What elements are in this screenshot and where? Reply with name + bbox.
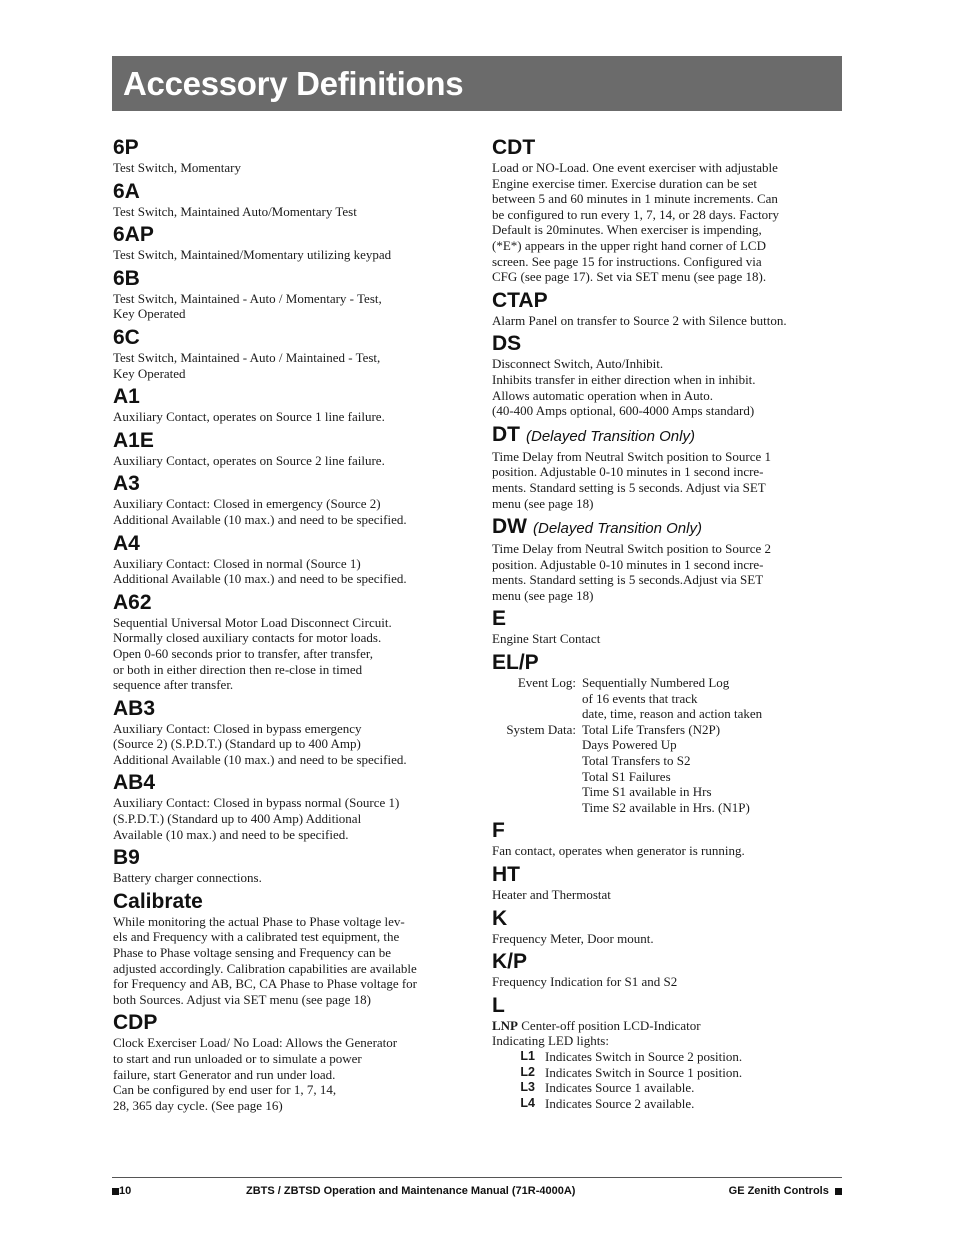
definition-entry bbox=[113, 890, 468, 1008]
definition-description bbox=[113, 615, 468, 693]
description-line: els and Frequency with a calibrated test equipment, the bbox=[113, 929, 400, 945]
description-line: Allows automatic operation when in Auto. bbox=[492, 387, 713, 403]
description-line: Frequency Meter, Door mount. bbox=[492, 930, 654, 946]
definition-code: K bbox=[492, 906, 508, 930]
description-line: Can be configured by end user for 1, 7, 14, bbox=[113, 1082, 337, 1098]
description-line: Engine Start Contact bbox=[492, 631, 601, 647]
kv-value-line: Time S1 available in Hrs bbox=[582, 784, 712, 800]
kv-value-line: Total S1 Failures bbox=[582, 768, 671, 784]
footer-company: GE Zenith Controls bbox=[729, 1185, 842, 1197]
definition-entry bbox=[492, 423, 837, 511]
definition-code: A3 bbox=[113, 472, 140, 496]
description-line: Battery charger connections. bbox=[113, 870, 262, 886]
definition-qualifier: (Delayed Transition Only) bbox=[526, 427, 695, 445]
definition-description bbox=[113, 914, 468, 1008]
definition-heading bbox=[492, 515, 837, 541]
definition-entry bbox=[113, 429, 468, 469]
definition-code: 6AP bbox=[113, 223, 154, 247]
definition-heading bbox=[492, 289, 837, 313]
definition-entry bbox=[492, 950, 837, 990]
description-line: While monitoring the actual Phase to Phase voltage lev- bbox=[113, 913, 405, 929]
definition-heading bbox=[113, 532, 468, 556]
definition-code: A4 bbox=[113, 531, 140, 555]
square-bullet-icon bbox=[112, 1188, 119, 1195]
definition-heading bbox=[113, 846, 468, 870]
definition-code: K/P bbox=[492, 950, 528, 974]
description-line: ments. Standard setting is 5 seconds. Adjust via SET bbox=[492, 479, 766, 495]
definition-code: 6A bbox=[113, 179, 140, 203]
description-line: Disconnect Switch, Auto/Inhibit. bbox=[492, 356, 664, 372]
definition-description bbox=[492, 1018, 837, 1112]
definition-heading bbox=[492, 423, 837, 449]
definition-code: DS bbox=[492, 332, 522, 356]
definition-entry bbox=[113, 1011, 468, 1113]
definition-code: AB3 bbox=[113, 696, 156, 720]
definition-entry bbox=[113, 532, 468, 587]
definition-heading bbox=[492, 136, 837, 160]
definition-code: DT bbox=[492, 422, 520, 446]
kv-value-line: Total Transfers to S2 bbox=[582, 753, 691, 769]
kv-value-line: Total Life Transfers (N2P) bbox=[582, 721, 721, 737]
description-line: 28, 365 day cycle. (See page 16) bbox=[113, 1097, 283, 1113]
description-line: (40-400 Amps optional, 600-4000 Amps standard) bbox=[492, 403, 755, 419]
definition-code: E bbox=[492, 607, 507, 631]
definition-code: EL/P bbox=[492, 651, 539, 675]
description-line: Key Operated bbox=[113, 306, 186, 322]
definition-code: AB4 bbox=[113, 771, 156, 795]
definition-code: A62 bbox=[113, 590, 152, 614]
definition-heading bbox=[113, 267, 468, 291]
led-code: L2 bbox=[520, 1064, 535, 1079]
description-line: Key Operated bbox=[113, 365, 186, 381]
definition-description bbox=[113, 204, 468, 220]
description-line: screen. See page 15 for instructions. Configured via bbox=[492, 253, 762, 269]
description-line: ments. Standard setting is 5 seconds.Adjust via SET bbox=[492, 572, 764, 588]
definition-heading bbox=[492, 819, 837, 843]
definition-qualifier: (Delayed Transition Only) bbox=[533, 520, 702, 538]
description-line: Additional Available (10 max.) and need to be specified. bbox=[113, 571, 407, 587]
definition-entry bbox=[492, 332, 837, 418]
description-line: position. Adjustable 0-10 minutes in 1 second incre- bbox=[492, 464, 764, 480]
definition-entry bbox=[492, 907, 837, 947]
definition-code: CTAP bbox=[492, 288, 548, 312]
definition-entry bbox=[113, 697, 468, 768]
definition-code: 6C bbox=[113, 325, 140, 349]
kv-value-line: Time S2 available in Hrs. (N1P) bbox=[582, 799, 750, 815]
definition-code: A1 bbox=[113, 385, 140, 409]
kv-key: System Data: bbox=[506, 721, 576, 737]
definition-description bbox=[492, 843, 837, 859]
description-line: Normally closed auxiliary contacts for motor loads. bbox=[113, 630, 382, 646]
lnp-line bbox=[492, 1018, 837, 1034]
description-line: Test Switch, Maintained/Momentary utilizing keypad bbox=[113, 247, 392, 263]
description-line: Alarm Panel on transfer to Source 2 with Silence button. bbox=[492, 312, 787, 328]
definition-description bbox=[113, 556, 468, 587]
description-line: Auxiliary Contact: Closed in bypass normal (Source 1) bbox=[113, 795, 400, 811]
description-line: Auxiliary Contact, operates on Source 2 line failure. bbox=[113, 452, 385, 468]
page-title: Accessory Definitions bbox=[123, 65, 464, 102]
definition-entry bbox=[492, 651, 837, 815]
description-line: Available (10 max.) and need to be specified. bbox=[113, 826, 349, 842]
footer-rule bbox=[112, 1177, 842, 1178]
square-bullet-icon bbox=[835, 1188, 842, 1195]
led-text: Indicates Source 2 available. bbox=[545, 1095, 695, 1111]
description-line: Engine exercise timer. Exercise duration can be set bbox=[492, 175, 757, 191]
description-line: Additional Available (10 max.) and need to be specified. bbox=[113, 751, 407, 767]
led-row bbox=[492, 1080, 837, 1096]
description-line: both Sources. Adjust via SET menu (see page 18) bbox=[113, 991, 371, 1007]
description-line: Time Delay from Neutral Switch position to Source 1 bbox=[492, 448, 771, 464]
definition-heading bbox=[113, 326, 468, 350]
description-line: position. Adjustable 0-10 minutes in 1 second incre- bbox=[492, 556, 764, 572]
description-line: menu (see page 18) bbox=[492, 587, 594, 603]
left-column bbox=[113, 136, 468, 1117]
definition-entry bbox=[113, 472, 468, 527]
description-line: Auxiliary Contact, operates on Source 1 line failure. bbox=[113, 409, 385, 425]
description-line: Test Switch, Maintained - Auto / Maintained - Test, bbox=[113, 349, 381, 365]
led-text: Indicates Switch in Source 1 position. bbox=[545, 1064, 743, 1080]
definition-description bbox=[492, 887, 837, 903]
kv-value-line: Sequentially Numbered Log bbox=[582, 675, 730, 691]
definition-entry bbox=[113, 771, 468, 842]
definition-code: F bbox=[492, 819, 505, 843]
definition-heading bbox=[492, 863, 837, 887]
definition-description bbox=[113, 291, 468, 322]
title-bar bbox=[112, 56, 842, 111]
led-row bbox=[492, 1049, 837, 1065]
description-line: menu (see page 18) bbox=[492, 495, 594, 511]
definition-code: 6P bbox=[113, 136, 139, 159]
led-row bbox=[492, 1096, 837, 1112]
definition-entry bbox=[113, 385, 468, 425]
definition-code: 6B bbox=[113, 266, 140, 290]
description-line: Clock Exerciser Load/ No Load: Allows the Generator bbox=[113, 1035, 398, 1051]
description-line: to start and run unloaded or to simulate a power bbox=[113, 1051, 362, 1066]
definition-heading bbox=[492, 907, 837, 931]
footer-manual-title: ZBTS / ZBTSD Operation and Maintenance Manual (71R-4000A) bbox=[246, 1185, 576, 1197]
description-line: Heater and Thermostat bbox=[492, 887, 611, 902]
description-line: (*E*) appears in the upper right hand corner of LCD bbox=[492, 237, 766, 253]
definition-description bbox=[492, 974, 837, 990]
definition-entry bbox=[492, 136, 837, 285]
description-line: adjusted accordingly. Calibration capabilities are available bbox=[113, 960, 417, 976]
definition-code: CDP bbox=[113, 1011, 158, 1035]
definition-code: CDT bbox=[492, 136, 536, 159]
definition-description bbox=[113, 409, 468, 425]
definition-description bbox=[113, 247, 468, 263]
footer-page-number: 10 bbox=[112, 1185, 131, 1197]
lnp-code: LNP bbox=[492, 1017, 518, 1033]
key-value-row bbox=[492, 722, 837, 816]
description-line: Test Switch, Maintained Auto/Momentary Test bbox=[113, 203, 357, 219]
definition-description bbox=[113, 721, 468, 768]
description-line: sequence after transfer. bbox=[113, 677, 234, 693]
description-line: Auxiliary Contact: Closed in normal (Source 1) bbox=[113, 555, 361, 571]
kv-value-line: date, time, reason and action taken bbox=[582, 706, 763, 722]
description-line: Inhibits transfer in either direction when in inhibit. bbox=[492, 371, 756, 387]
description-line: Load or NO-Load. One event exerciser with adjustable bbox=[492, 160, 778, 175]
definition-entry bbox=[113, 223, 468, 263]
description-line: Default is 20minutes. When exerciser is impending, bbox=[492, 222, 762, 238]
right-column bbox=[492, 136, 837, 1115]
description-line: Open 0-60 seconds prior to transfer, after transfer, bbox=[113, 645, 373, 661]
definition-entry bbox=[113, 180, 468, 220]
definition-description bbox=[492, 160, 837, 285]
description-line: failure, start Generator and run under load. bbox=[113, 1066, 336, 1082]
definition-heading bbox=[492, 332, 837, 356]
description-line: CFG (see page 17). Set via SET menu (see page 18). bbox=[492, 269, 767, 285]
definition-entry bbox=[113, 136, 468, 176]
definition-description bbox=[492, 675, 837, 815]
definition-heading bbox=[492, 994, 837, 1018]
description-line: Fan contact, operates when generator is running. bbox=[492, 843, 745, 859]
definition-heading bbox=[113, 890, 468, 914]
definition-description bbox=[113, 160, 468, 176]
definition-entry bbox=[113, 326, 468, 381]
description-line: Auxiliary Contact: Closed in emergency (Source 2) bbox=[113, 496, 381, 512]
definition-description bbox=[492, 931, 837, 947]
definition-heading bbox=[113, 1011, 468, 1035]
kv-key: Event Log: bbox=[517, 675, 576, 691]
description-line: Additional Available (10 max.) and need to be specified. bbox=[113, 511, 407, 527]
definition-code: L bbox=[492, 993, 505, 1017]
definition-entry bbox=[492, 607, 837, 647]
definition-description bbox=[113, 350, 468, 381]
definition-description bbox=[492, 356, 837, 418]
definition-description bbox=[113, 453, 468, 469]
description-line: for Frequency and AB, BC, CA Phase to Phase voltage for bbox=[113, 976, 418, 992]
definition-code: DW bbox=[492, 515, 527, 539]
definition-heading bbox=[113, 591, 468, 615]
definition-entry bbox=[492, 819, 837, 859]
description-line: (Source 2) (S.P.D.T.) (Standard up to 400 Amp) bbox=[113, 736, 361, 752]
key-value-row bbox=[492, 675, 837, 722]
definition-description bbox=[113, 795, 468, 842]
definition-entry bbox=[492, 863, 837, 903]
definition-heading bbox=[113, 697, 468, 721]
description-line: be configured to run every 1, 7, 14, or 28 days. Factory bbox=[492, 206, 780, 222]
definition-code: HT bbox=[492, 863, 520, 886]
led-code: L4 bbox=[520, 1095, 535, 1110]
kv-values bbox=[576, 675, 762, 722]
definition-heading bbox=[492, 607, 837, 631]
led-row bbox=[492, 1065, 837, 1081]
definition-entry bbox=[113, 591, 468, 693]
definition-entry bbox=[113, 846, 468, 886]
description-line: or both in either direction then re-close in timed bbox=[113, 661, 363, 677]
definition-description bbox=[113, 1035, 468, 1113]
definition-description bbox=[492, 313, 837, 329]
description-line: Time Delay from Neutral Switch position to Source 2 bbox=[492, 541, 771, 557]
definition-description bbox=[492, 631, 837, 647]
definition-heading bbox=[113, 136, 468, 160]
definition-heading bbox=[113, 771, 468, 795]
description-line: Sequential Universal Motor Load Disconnect Circuit. bbox=[113, 614, 392, 630]
kv-value-line: of 16 events that track bbox=[582, 690, 698, 706]
description-line: Auxiliary Contact: Closed in bypass emergency bbox=[113, 720, 362, 736]
definition-entry bbox=[492, 289, 837, 329]
kv-values bbox=[576, 722, 750, 816]
definition-entry bbox=[492, 515, 837, 603]
definition-heading bbox=[113, 385, 468, 409]
description-line: Phase to Phase voltage sensing and Frequency can be bbox=[113, 945, 391, 961]
definition-description bbox=[492, 449, 837, 511]
led-code: L3 bbox=[520, 1080, 535, 1095]
definition-description bbox=[492, 541, 837, 603]
description-line: Indicating LED lights: bbox=[492, 1033, 609, 1049]
definition-heading bbox=[492, 651, 837, 675]
description-line: (S.P.D.T.) (Standard up to 400 Amp) Additional bbox=[113, 811, 362, 827]
definition-heading bbox=[492, 950, 837, 974]
led-code: L1 bbox=[520, 1048, 535, 1063]
definition-code: Calibrate bbox=[113, 889, 203, 913]
definition-entry bbox=[492, 994, 837, 1112]
led-text: Indicates Switch in Source 2 position. bbox=[545, 1048, 743, 1064]
definition-heading bbox=[113, 429, 468, 453]
kv-value-line: Days Powered Up bbox=[582, 737, 677, 753]
definition-heading bbox=[113, 223, 468, 247]
description-line: between 5 and 60 minutes in 1 minute increments. Can bbox=[492, 191, 778, 207]
definition-heading bbox=[113, 472, 468, 496]
lnp-text: Center-off position LCD-Indicator bbox=[518, 1017, 701, 1033]
definition-description bbox=[113, 870, 468, 886]
led-text: Indicates Source 1 available. bbox=[545, 1080, 695, 1096]
definition-heading bbox=[113, 180, 468, 204]
definition-entry bbox=[113, 267, 468, 322]
description-line: Test Switch, Maintained - Auto / Momentary - Test, bbox=[113, 290, 382, 306]
description-line: Frequency Indication for S1 and S2 bbox=[492, 974, 678, 990]
definition-code: A1E bbox=[113, 428, 154, 452]
description-line: Test Switch, Momentary bbox=[113, 160, 241, 175]
definition-code: B9 bbox=[113, 846, 140, 870]
definition-description bbox=[113, 496, 468, 527]
